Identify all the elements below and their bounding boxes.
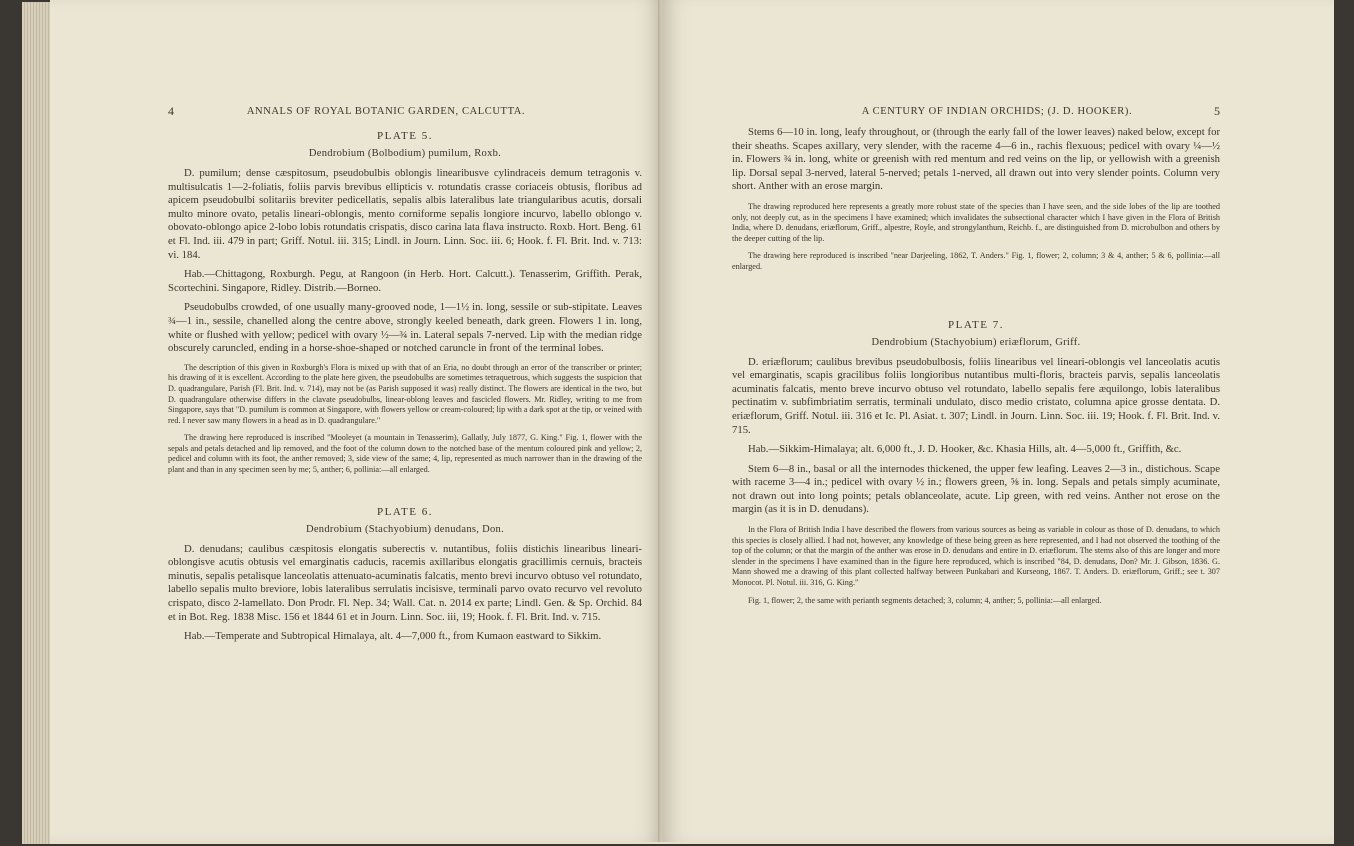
plate6-note1: The drawing reproduced here represents a greatly more robust state of the species than I have seen, and the side lobes of the lip are toothed only, not deeply cut, as in the specimens I have examined; which invalidates the subsectional character which I have given in the Flora of British India, where D. denudans, eriæflorum, Griff., alpestre, Royle, and strongylanthum, Reichb. f., are distinguished from D. microbulbon and others by the deeper cutting of the lip.	[732, 201, 1220, 243]
plate7-note1: In the Flora of British India I have described the flowers from various sources as being as variable in colour as those of D. denudans, to which this species is closely allied. I had not, however, any knowledge of these being green as here represented, and I had not observed the toothing of the top of the column; or that the margin of the anther was erose in D. denudans and entire in D. eriæflorum. The stems also of this are longer and more slender in the specimens I have examined than in the figure here reproduced, which is inscribed "84, D. denudans, Don? Mr. J. Gibson, 1836. G. Mann showed me a drawing of this plant collected halfway between Punkabari and Kurseong, 1867. T. Anders. D. eriæflorum, Griff.; see t. 307 Monocot. Pl. Notul. iii. 316, G. King."	[732, 525, 1220, 588]
page-edges	[22, 2, 50, 844]
plate6-species: Dendrobium (Stachyobium) denudans, Don.	[305, 523, 505, 535]
left-running-head: ANNALS OF ROYAL BOTANIC GARDEN, CALCUTTA.	[246, 106, 526, 117]
left-page	[50, 0, 662, 842]
plate6-note2: The drawing here reproduced is inscribed "near Darjeeling, 1862, T. Anders." Fig. 1, flower; 2, column; 3 & 4, anther; 5 & 6, pollinia:—all enlarged.	[732, 251, 1220, 271]
plate7-description: Stem 6—8 in., basal or all the internodes thickened, the upper few leafing. Leaves 2—3 in., distichous. Scape with raceme 3—4 in.; pedicel with ovary ½ in.; flowers green, ⅝ in. long. Sepals and petals simply acuminate, not drawn out into long points; petals oblanceolate, acute. Lip green, with red veins. Anther not erose on the margin (as it is in D. denudans).	[732, 462, 1220, 516]
plate6-habitat: Hab.—Temperate and Subtropical Himalaya, alt. 4—7,000 ft., from Kumaon eastward to Sikkim.	[184, 630, 602, 643]
right-page	[662, 0, 1334, 842]
plate5-species: Dendrobium (Bolbodium) pumilum, Roxb.	[308, 148, 502, 159]
left-column	[168, 130, 642, 644]
plate5-habitat: Hab.—Chittagong, Roxburgh. Pegu, at Rangoon (in Herb. Hort. Calcutt.). Tenasserim, Griffith. Perak, Scortechini. Singapore, Ridley. Distrib.—Borneo.	[168, 268, 642, 294]
plate7-note2: Fig. 1, flower; 2, the same with perianth segments detached; 3, column; 4, anther; 5, pollinia:—all enlarged.	[748, 595, 1102, 605]
plate5-note2: The drawing here reproduced is inscribed "Mooleyet (a mountain in Tenasserim), Gallatly, July 1877, G. King." Fig. 1, flower with the sepals and petals detached and lip removed, and the foot of the column down to the notched base of the mentum coloured pink and yellow; 2, pedicel and column with its foot, the anther removed; 3, side view of the same; 4, lip, represented as much narrower than in the drawing of the plant and than in any specimen seen by me; 5, anther; 6, pollinia:—all enlarged.	[168, 433, 642, 475]
left-page-number: 4	[168, 104, 174, 118]
plate5-note1: The description of this given in Roxburgh's Flora is mixed up with that of an Eria, no doubt through an error of the transcriber or printer; his drawing of it is excellent. According to the plate here given, the pseudobulbs are sometimes tetraquetrous, which suggests the suspicion that D. quadrangulare, Parish (Fl. Brit. Ind. v. 714), may not be (as Parish supposed it was) really distinct. The flowers are identical in the two, but D. quadrangulare otherwise differs in the clavate pseudobulbs, linear-oblong leaves and fascicled flowers. Mr. Ridley, writing to me from Singapore, says that "D. pumilum is common at Singapore, with flowers yellow or cream-coloured; lip with a dark spot at the tip, or veined with red. I never saw many flowers in a head as in D. quadrangulare."	[168, 362, 642, 425]
plate5-title: PLATE 5.	[377, 130, 433, 142]
plate5-description: Pseudobulbs crowded, of one usually many-grooved node, 1—1½ in. long, sessile or sub-stipitate. Leaves ¾—1 in., sessile, chanelled along the centre above, strongly keeled beneath, dark green. Flowers 1 in. long, white or flushed with yellow; pedicel with ovary ½—¾ in. Lateral sepals 7-nerved. Lip with the median ridge obscurely caruncled, ending in a horse-shoe-shaped or notched caruncle in front of the terminal lobes.	[168, 301, 642, 355]
plate7-title: PLATE 7.	[948, 318, 1004, 331]
plate5-latin: D. pumilum; dense cæspitosum, pseudobulbis oblongis linearibusve cylindraceis demum tetragonis v. multisulcatis 1—2-foliatis, foliis parvis brevibus ellipticis v. rotundatis crasse coriaceis obtusis, floribus ad apicem pseudobulbi solitariis breviter pedicellatis, sepalis albis lateralibus late triangularibus acutis, dorsali multo minore ovato, petalis lineari-oblongis, mento corniforme sepalis longiore incurvo, labello oblongo v. obovato-oblongo apice 2-lobo lobis rotundatis crispatis, disco carina lata flava instructo. Roxb. Hort. Beng. 61 et Fl. Ind. iii. 479 in part; Griff. Notul. iii. 315; Lindl. in Journ. Linn. Soc. iii. 6; Hook. f. Fl. Brit. Ind. v. 713: vi. 184.	[168, 167, 642, 261]
right-page-number: 5	[1214, 104, 1220, 118]
right-column	[732, 126, 1220, 606]
plate7-species: Dendrobium (Stachyobium) eriæflorum, Griff.	[871, 336, 1081, 348]
plate7-latin: D. eriæflorum; caulibus brevibus pseudobulbosis, foliis linearibus vel lineari-oblongis vel lanceolatis acutis vel emarginatis, scapis gracilibus foliis longioribus nutantibus multi-floris, bracteis parvis, sepalis lanceolatis acuminatis falcatis, mento breve incurvo obtuso vel rotundato, labello sepalis fere æquilongo, lobis lateralibus pectinatim v. subfimbriatim serratis, terminali undulato, disco medio cristato, columna apice grosse dentata. D. eriæflorum, Griff. Notul. iii. 316 et Ic. Pl. Asiat. t. 307; Lindl. in Journ. Linn. Soc. iii. 19; Hook. f. Fl. Brit. Ind. v. 715.	[732, 355, 1220, 436]
plate6-title: PLATE 6.	[377, 505, 433, 518]
plate7-habitat: Hab.—Sikkim-Himalaya; alt. 6,000 ft., J. D. Hooker, &c. Khasia Hills, alt. 4—5,000 ft., Griffith, &c.	[748, 443, 1182, 456]
plate6-description: Stems 6—10 in. long, leafy throughout, or (through the early fall of the lower leaves) naked below, except for their sheaths. Scapes axillary, very slender, with the raceme 4—6 in., rachis flexuous; pedicel with ovary ¼—½ in. Flowers ¾ in. long, white or greenish with red mentum and red veins on the lip, or yellowish with a greenish lip. Dorsal sepal 3-nerved, lateral 5-nerved; petals 1-nerved, all drawn out into very slender points. Column very short. Anther with an erose margin.	[732, 126, 1220, 193]
plate6-latin: D. denudans; caulibus cæspitosis elongatis suberectis v. nutantibus, foliis distichis linearibus lineari-oblongisve acutis obtusis vel emarginatis caducis, racemis axillaribus elongatis gracillimis cernuis, bracteis minutis, sepalis petalisque lanceolatis attenuato-acuminatis falcatis, mento brevi incurvo obtuso vel rotundato, labello sepalis multo breviore, lobis lateralibus serrulatis incisisve, terminali parvo ovato recurvo vel revoluto crispato, disco 2-lamellato. Don Prodr. Fl. Nep. 34; Wall. Cat. n. 2014 ex parte; Lindl. Gen. & Sp. Orchid. 84 et in Bot. Reg. 1838 Misc. 156 et 1844 61 et in Journ. Linn. Soc. iii, 19; Hook. f. Fl. Brit. Ind. v. 715.	[168, 542, 642, 623]
right-running-head: A CENTURY OF INDIAN ORCHIDS; (J. D. HOOKER).	[861, 106, 1133, 117]
